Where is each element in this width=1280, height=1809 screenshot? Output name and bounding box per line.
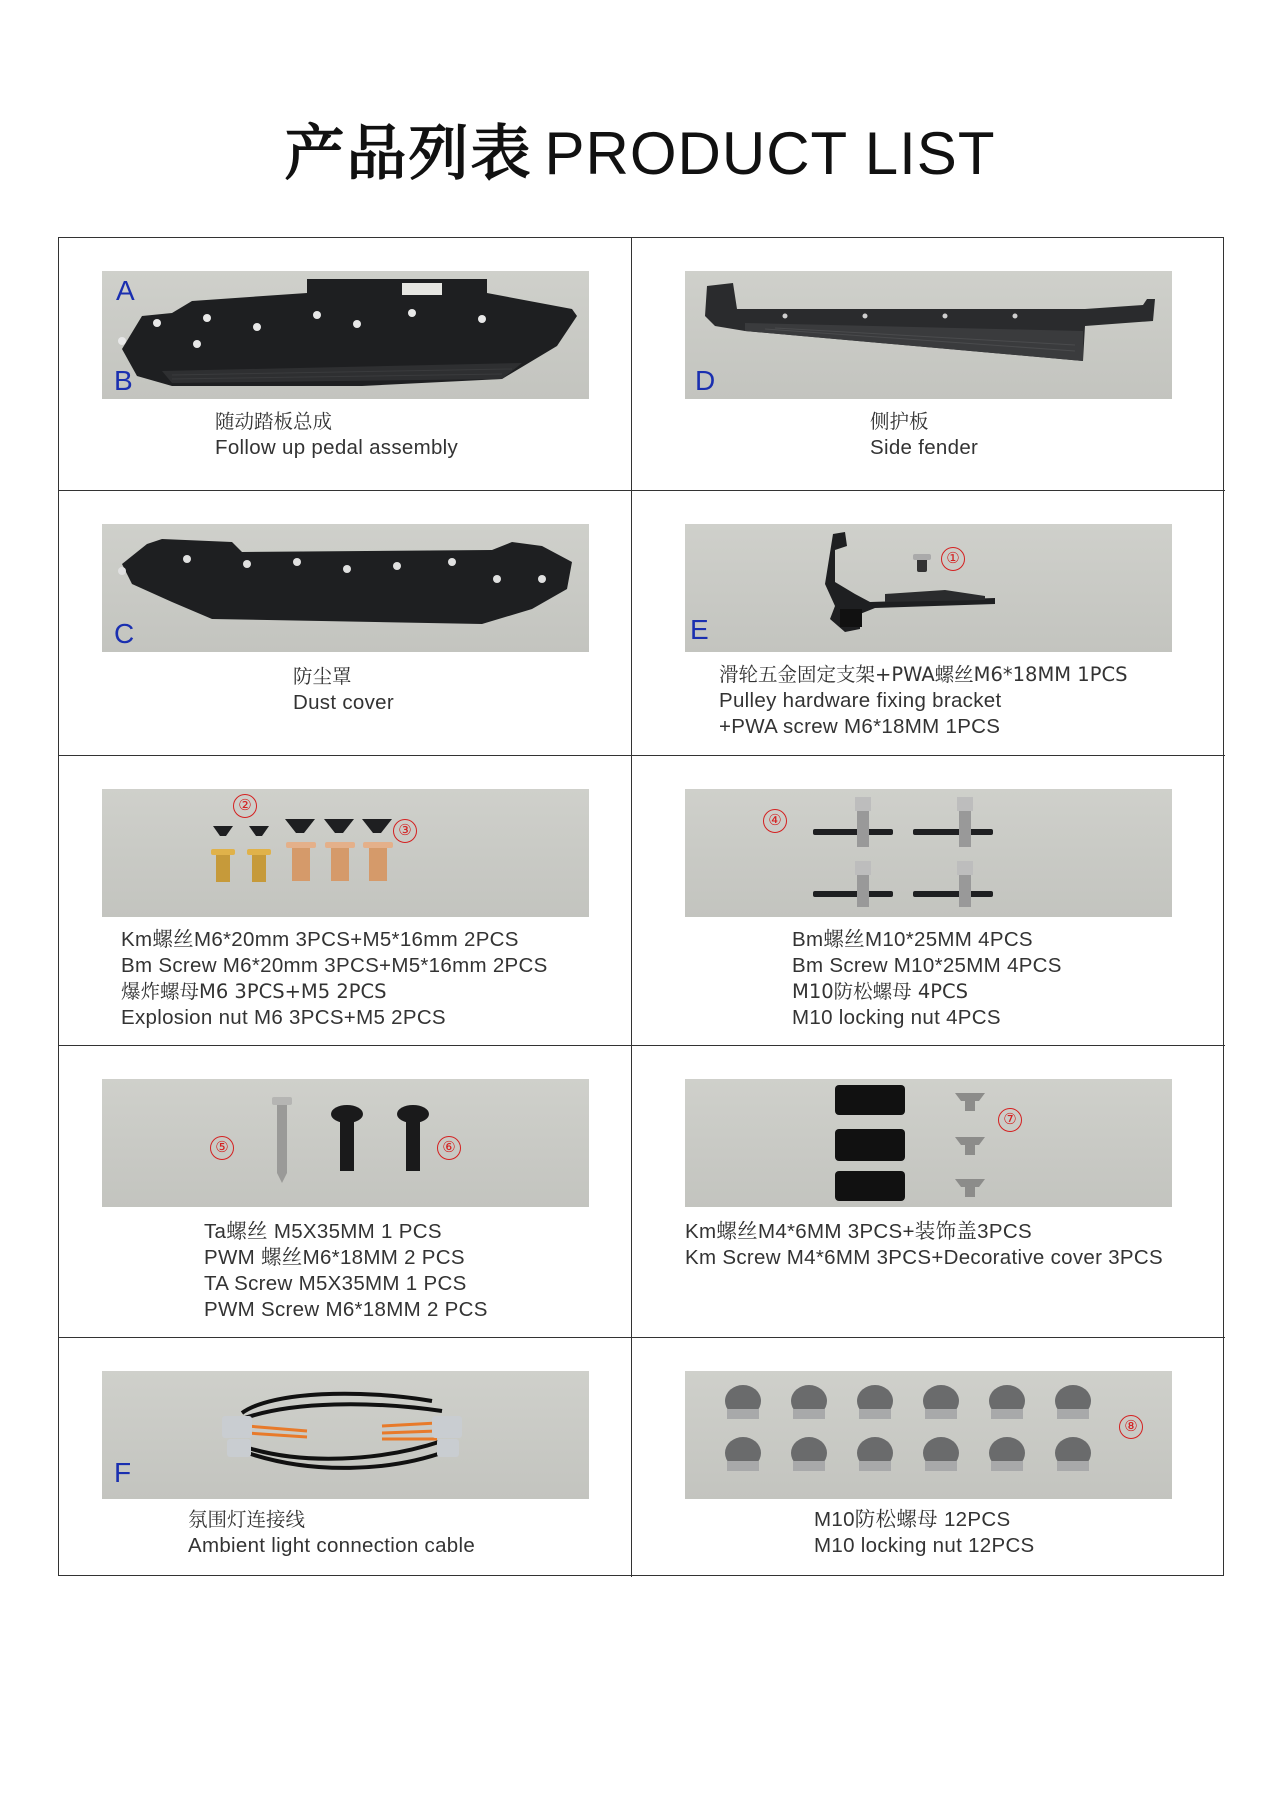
caption-line: Km Screw M4*6MM 3PCS+Decorative cover 3PCS (685, 1246, 1163, 1269)
caption-line: 滑轮五金固定支架+PWA螺丝M6*18MM 1PCS (719, 663, 1128, 686)
product-cell-side-fender (632, 238, 1225, 491)
caption-line: Follow up pedal assembly (215, 436, 459, 459)
page-title-zh: 产品列表 (284, 119, 533, 189)
locking-nuts-image (685, 1371, 1172, 1499)
pedal-assembly-image (102, 271, 589, 399)
page-title (0, 118, 1280, 190)
caption-line: M10 locking nut 12PCS (814, 1534, 1035, 1557)
badge-7: ⑦ (998, 1108, 1022, 1132)
product-cell-locking-nuts (632, 1338, 1225, 1577)
badge-4: ④ (763, 809, 787, 833)
side-fender-caption (870, 409, 978, 461)
page-title-en: PRODUCT LIST (544, 120, 996, 187)
caption-line: 侧护板 (870, 410, 929, 433)
caption-line: Bm Screw M6*20mm 3PCS+M5*16mm 2PCS (121, 954, 548, 977)
caption-line: Bm Screw M10*25MM 4PCS (792, 954, 1062, 977)
locking-nuts-photo (685, 1371, 1172, 1499)
product-cell-dust-cover (59, 491, 632, 756)
decorative-cover-caption (685, 1219, 1163, 1271)
pulley-bracket-photo (685, 524, 1172, 652)
pedal-assembly-caption (215, 409, 458, 461)
bm-screws-caption (792, 927, 1062, 1031)
ambient-cable-photo (102, 1371, 589, 1499)
dust-cover-caption (293, 664, 394, 716)
product-cell-ta-screws (59, 1046, 632, 1338)
caption-line: Km螺丝M4*6MM 3PCS+装饰盖3PCS (685, 1220, 1032, 1243)
caption-line: PWM Screw M6*18MM 2 PCS (204, 1298, 488, 1321)
ta-screws-image (102, 1079, 589, 1207)
label-f: F (114, 1457, 132, 1488)
product-cell-decorative-cover (632, 1046, 1225, 1338)
side-fender-photo (685, 271, 1172, 399)
caption-line: Ambient light connection cable (188, 1534, 476, 1557)
badge-8: ⑧ (1119, 1415, 1143, 1439)
pulley-bracket-caption (719, 662, 1127, 740)
label-c: C (114, 618, 135, 649)
caption-line: Km螺丝M6*20mm 3PCS+M5*16mm 2PCS (121, 928, 519, 951)
dust-cover-image (102, 524, 589, 652)
caption-line: Bm螺丝M10*25MM 4PCS (792, 928, 1033, 951)
decorative-cover-image (685, 1079, 1172, 1207)
product-cell-pulley-bracket (632, 491, 1225, 756)
badge-5: ⑤ (210, 1136, 234, 1160)
caption-line: Explosion nut M6 3PCS+M5 2PCS (121, 1006, 446, 1029)
badge-6: ⑥ (437, 1136, 461, 1160)
bm-screws-photo (685, 789, 1172, 917)
product-cell-bm-screws (632, 756, 1225, 1046)
caption-line: Ta螺丝 M5X35MM 1 PCS (204, 1220, 442, 1243)
pulley-bracket-image (685, 524, 1172, 652)
km-screws-caption (121, 927, 548, 1031)
badge-2: ② (233, 794, 257, 818)
caption-line: PWM 螺丝M6*18MM 2 PCS (204, 1246, 465, 1269)
dust-cover-photo (102, 524, 589, 652)
ta-screws-photo (102, 1079, 589, 1207)
caption-line: Side fender (870, 436, 979, 459)
km-screws-image (102, 789, 589, 917)
product-list-table (58, 237, 1224, 1576)
label-b: B (114, 365, 133, 396)
caption-line: M10 locking nut 4PCS (792, 1006, 1001, 1029)
side-fender-image (685, 271, 1172, 399)
caption-line: 随动踏板总成 (215, 410, 333, 433)
badge-1: ① (941, 547, 965, 571)
caption-line: M10防松螺母 4PCS (792, 980, 968, 1003)
caption-line: Pulley hardware fixing bracket (719, 689, 1002, 712)
product-cell-pedal-assembly (59, 238, 632, 491)
caption-line: +PWA screw M6*18MM 1PCS (719, 715, 1001, 738)
caption-line: 防尘罩 (293, 665, 352, 688)
label-d: D (695, 365, 716, 396)
badge-3: ③ (393, 819, 417, 843)
label-e: E (690, 614, 709, 645)
decorative-cover-photo (685, 1079, 1172, 1207)
ta-screws-caption (204, 1219, 488, 1323)
caption-line: Dust cover (293, 691, 394, 714)
pedal-assembly-photo (102, 271, 589, 399)
km-screws-photo (102, 789, 589, 917)
caption-line: TA Screw M5X35MM 1 PCS (204, 1272, 467, 1295)
locking-nuts-caption (814, 1507, 1035, 1559)
product-cell-ambient-cable (59, 1338, 632, 1577)
label-a: A (116, 275, 135, 306)
caption-line: 氛围灯连接线 (188, 1508, 306, 1531)
caption-line: 爆炸螺母M6 3PCS+M5 2PCS (121, 980, 387, 1003)
ambient-cable-caption (188, 1507, 475, 1559)
caption-line: M10防松螺母 12PCS (814, 1508, 1011, 1531)
bm-screws-image (685, 789, 1172, 917)
product-cell-km-screws (59, 756, 632, 1046)
ambient-cable-image (102, 1371, 589, 1499)
